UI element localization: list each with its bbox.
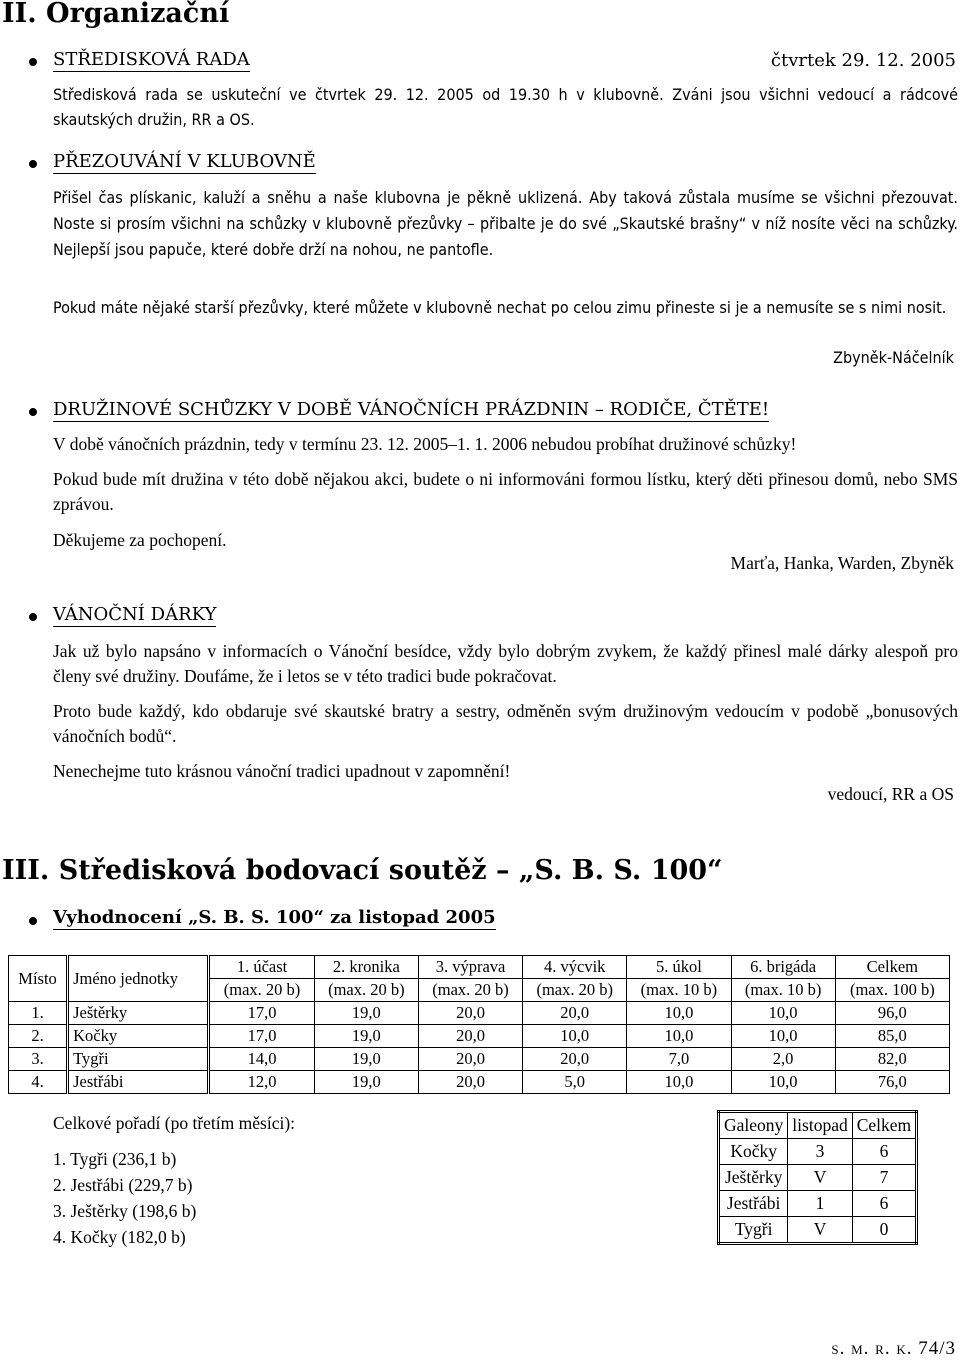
header-galeony: Galeony <box>719 1112 788 1139</box>
table-header-row <box>9 956 950 979</box>
cell: Kočky <box>68 1025 209 1048</box>
header-celkem: Celkem <box>852 1112 916 1139</box>
cell: 14,0 <box>209 1048 314 1071</box>
cell: 20,0 <box>418 1025 522 1048</box>
cell: 7,0 <box>627 1048 731 1071</box>
prezouvani-heading: PŘEZOUVÁNÍ V KLUBOVNĚ <box>53 151 316 172</box>
overall-ranking-title: Celkové pořadí (po třetím měsíci): <box>53 1113 296 1133</box>
cell: 82,0 <box>835 1048 949 1071</box>
rada-heading: STŘEDISKOVÁ RADA <box>53 49 250 70</box>
cell: 6 <box>852 1191 916 1217</box>
cell: 20,0 <box>418 1048 522 1071</box>
bullet <box>29 160 37 168</box>
header-task: 5. úkol <box>627 956 731 979</box>
cell: V <box>788 1165 852 1191</box>
bullet <box>29 58 37 66</box>
cell: Jestřábi <box>719 1191 788 1217</box>
header-trip: 3. výprava <box>418 956 522 979</box>
cell: Kočky <box>719 1139 788 1165</box>
cell: 17,0 <box>209 1002 314 1025</box>
druzinove-paragraph-2: Pokud bude mít družina v této době nějakou akci, budete o ni informováni formou lístku, který děti přinesou domů, nebo SMS zprávou. <box>53 469 958 514</box>
galeony-table <box>717 1110 918 1245</box>
max-cell: (max. 100 b) <box>835 979 949 1002</box>
cell: 19,0 <box>314 1025 418 1048</box>
cell: 10,0 <box>731 1002 835 1025</box>
table-row <box>9 1002 950 1025</box>
bullet <box>29 917 37 925</box>
overall-ranking-item: 3. Ještěrky (198,6 b) <box>53 1201 197 1221</box>
section-3-title: III. Středisková bodovací soutěž – „S. B. S. 100“ <box>2 855 723 886</box>
cell: Ještěrky <box>719 1165 788 1191</box>
cell: V <box>788 1217 852 1244</box>
overall-ranking-item: 1. Tygři (236,1 b) <box>53 1149 177 1169</box>
page-footer: s. m. r. k. 74/3 <box>831 1338 956 1359</box>
evaluation-subheading: Vyhodnocení „S. B. S. 100“ za listopad 2005 <box>53 907 496 928</box>
druzinove-signature: Marťa, Hanka, Warden, Zbyněk <box>730 553 954 573</box>
cell: 10,0 <box>731 1025 835 1048</box>
cell: 7 <box>852 1165 916 1191</box>
cell: 19,0 <box>314 1048 418 1071</box>
header-work: 6. brigáda <box>731 956 835 979</box>
header-listopad: listopad <box>788 1112 852 1139</box>
prezouvani-signature: Zbyněk-Náčelník <box>833 348 954 367</box>
header-training: 4. výcvik <box>523 956 627 979</box>
table-row <box>9 1071 950 1094</box>
max-cell: (max. 10 b) <box>627 979 731 1002</box>
header-chronicle: 2. kronika <box>314 956 418 979</box>
cell: 3. <box>9 1048 68 1071</box>
druzinove-paragraph-1: V době vánočních prázdnin, tedy v termínu 23. 12. 2005–1. 1. 2006 nebudou probíhat družinové schůzky! <box>53 434 797 454</box>
cell: 10,0 <box>523 1025 627 1048</box>
score-table <box>8 955 950 1094</box>
cell: 85,0 <box>835 1025 949 1048</box>
cell: 20,0 <box>418 1002 522 1025</box>
cell: 0 <box>852 1217 916 1244</box>
table-row <box>9 1025 950 1048</box>
cell: 6 <box>852 1139 916 1165</box>
header-total: Celkem <box>835 956 949 979</box>
table-row <box>719 1217 917 1244</box>
max-cell: (max. 20 b) <box>418 979 522 1002</box>
cell: 4. <box>9 1071 68 1094</box>
max-cell: (max. 20 b) <box>209 979 314 1002</box>
cell: 2. <box>9 1025 68 1048</box>
cell: 96,0 <box>835 1002 949 1025</box>
cell: 76,0 <box>835 1071 949 1094</box>
rada-date: čtvrtek 29. 12. 2005 <box>770 50 956 71</box>
cell: 1. <box>9 1002 68 1025</box>
bullet <box>29 408 37 416</box>
darky-paragraph-1: Jak už bylo napsáno v informacích o Vánoční besídce, vždy bylo dobrým zvykem, že každý přinesl malé dárky alespoň pro členy své družiny. Doufáme, že i letos se v této tradici bude pokračovat. <box>53 641 958 686</box>
bullet <box>29 613 37 621</box>
cell: 10,0 <box>627 1071 731 1094</box>
cell: 19,0 <box>314 1071 418 1094</box>
header-place: Místo <box>9 956 68 1002</box>
cell: 1 <box>788 1191 852 1217</box>
darky-signature: vedoucí, RR a OS <box>827 784 954 804</box>
table-row <box>9 1048 950 1071</box>
table-row <box>719 1139 917 1165</box>
cell: 19,0 <box>314 1002 418 1025</box>
cell: 17,0 <box>209 1025 314 1048</box>
druzinove-heading: DRUŽINOVÉ SCHŮZKY V DOBĚ VÁNOČNÍCH PRÁZDNIN – RODIČE, ČTĚTE! <box>53 399 770 420</box>
table-header-row <box>719 1112 917 1139</box>
header-unit-name: Jméno jednotky <box>68 956 209 1002</box>
max-cell: (max. 20 b) <box>314 979 418 1002</box>
max-cell: (max. 10 b) <box>731 979 835 1002</box>
cell: 10,0 <box>627 1002 731 1025</box>
overall-ranking-item: 4. Kočky (182,0 b) <box>53 1227 186 1247</box>
cell: 10,0 <box>627 1025 731 1048</box>
darky-paragraph-2: Proto bude každý, kdo obdaruje své skautské bratry a sestry, odměněn svým družinovým vedoucím v podobě „bonusových vánočních bodů“. <box>53 701 958 746</box>
cell: 2,0 <box>731 1048 835 1071</box>
cell: Tygři <box>68 1048 209 1071</box>
cell: Ještěrky <box>68 1002 209 1025</box>
table-row <box>719 1191 917 1217</box>
darky-heading: VÁNOČNÍ DÁRKY <box>53 604 217 625</box>
cell: 20,0 <box>523 1002 627 1025</box>
darky-paragraph-3: Nenechejme tuto krásnou vánoční tradici upadnout v zapomnění! <box>53 761 511 781</box>
table-row <box>719 1165 917 1191</box>
cell: 20,0 <box>418 1071 522 1094</box>
rada-text: Středisková rada se uskuteční ve čtvrtek 29. 12. 2005 od 19.30 h v klubovně. Zváni jsou všichni vedoucí a rádcové skautských družin, RR a OS. <box>53 85 958 129</box>
cell: 10,0 <box>731 1071 835 1094</box>
overall-ranking-item: 2. Jestřábi (229,7 b) <box>53 1175 193 1195</box>
cell: 20,0 <box>523 1048 627 1071</box>
section-2-title: II. Organizační <box>2 0 230 29</box>
druzinove-paragraph-3: Děkujeme za pochopení. <box>53 530 227 550</box>
prezouvani-paragraph-2: Pokud máte nějaké starší přezůvky, které můžete v klubovně nechat po celou zimu přineste si je a nemusíte se s nimi nosit. <box>53 298 947 317</box>
header-attendance: 1. účast <box>209 956 314 979</box>
cell: 5,0 <box>523 1071 627 1094</box>
cell: 12,0 <box>209 1071 314 1094</box>
prezouvani-paragraph-1: Přišel čas plískanic, kaluží a sněhu a naše klubovna je pěkně uklizená. Aby taková zůstala musíme se všichni přezouvat. Noste si prosím všichni na schůzky v klubovně přezůvky – přibalte je do své „Skautské brašny“ v níž nosíte věci na schůzky. Nejlepší jsou papuče, které dobře drží na nohou, ne pantofle. <box>53 188 958 259</box>
cell: Jestřábi <box>68 1071 209 1094</box>
max-cell: (max. 20 b) <box>523 979 627 1002</box>
cell: Tygři <box>719 1217 788 1244</box>
cell: 3 <box>788 1139 852 1165</box>
